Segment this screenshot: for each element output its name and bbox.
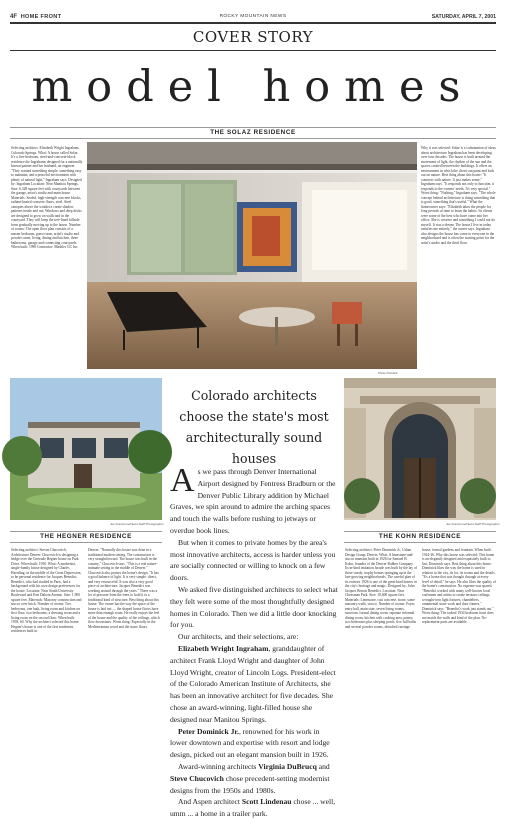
story-paragraph: Elizabeth Wright Ingraham, granddaughter of architect Frank Lloyd Wright and daughter of John Lloyd Wright, creator of Lincoln Logs. President-elect of the Colorado American Institute of Architects, she has been an innovative architect for five decades. She chose an award-winning, light-filled house she designed near Manitou Springs.: [170, 643, 336, 724]
hegner-col-2: Denver. "Normally this house was done in a traditional modern setting. The construction is very straightforward. The house was built in the country," Chucovich says. "This is a real nature-intimate setting in the middle of Denver." Chucovich also praises the home's design. "It has a good balance of light. It is very simple, direct, and very resourceful. It was also a very good piece of architecture. Jacques Benedict was working around through the years." There was a lot of pressure from the trees to hold it to a traditional kind of structure. Best thing about this house: The owner has the way the space of the house is laid out — the shaped house floors have more than enough room. He really enjoys the feel of the house and the quality of the ceilings, which flow downstairs. Worst thing: Especially in the Mediterranean wood and the stone floors.: [88, 548, 160, 629]
publication-name: ROCKY MOUNTAIN NEWS: [219, 14, 287, 19]
hegner-col-1: Selecting architect: Steven Chucovich, Architecture Denver. Chucovich is designing a hedge over the Gertrude Hegner house on Park Drive. When built: 1950. What: A modernist, single-family house designed by Charles Haertling, in the middle of the Great Depression, to be personal residence for Jacques Benedict. Benedict, who had studied in Paris, had a background with his own design preferences for the house. Location: Near South University Boulevard and East Dakota Avenue. Size: 1,900 square feet. Materials: Masonry construction and stucco over brick. Number of rooms: Two bedrooms, one bath, living room and kitchen on first floor, two bedrooms, a dressing room and a living room on the second floor. When built: 1939, 60. Why the architect selected this home: Hegner's house is one of the first modernist residences built in: [11, 548, 82, 633]
pull-quote: Colorado architects choose the state's most architecturally sound houses: [179, 388, 329, 466]
solaz-sidebar-right: Why it was selected: Solaz is a culmination of ideas about architecture Ingraham has been developing over four decades. The house is built around the movement of light, the rhythm of the sun and the spaces created between the buildings. It offers an environment in which the client can paint and look out on nature. Best thing about this house: "It connects with nature. It just makes sense," Ingraham says. "It responds not only to function, it responds to the owners' needs. It's very special." Worst thing: "Nothing," Ingraham says. "The whole concept behind architecture is doing something that is good, something that's useful." What the homeowner says: "Elisabeth takes the people for long periods of time to learn the habits. Its clients were some of the best who have come into her office. She is creative and something I could not do myself. It was a dream. The house I live in today satisfies me entirely," the owner says. Ingraham also designs the house has come to everyone in the neighborhood and is often the starting point for the artist's studio and the third floor.: [421, 146, 496, 245]
solaz-rule-top: [10, 127, 496, 128]
hegner-exterior-illustration: [10, 378, 162, 520]
story-paragraph: And Aspen architect Scott Lindenau chose ... well, umm ... a home in a trailer park.: [170, 797, 336, 819]
hegner-title: THE HEGNER RESIDENCE: [40, 533, 132, 540]
story-paragraph: Our architects, and their selections, are:: [178, 632, 299, 642]
issue-date: SATURDAY, APRIL 7, 2001: [431, 14, 496, 20]
cover-story-rule: [10, 50, 496, 51]
story-paragraph: But when it comes to private homes by the area's most innovative architects, access is harder unless you are socially connected or willing to knock on a few doors.: [170, 537, 336, 583]
solaz-interior-illustration: [87, 142, 417, 369]
hegner-rule-bottom: [10, 542, 162, 543]
solaz-title: THE SOLAZ RESIDENCE: [210, 129, 296, 136]
kohn-rule-bottom: [344, 542, 496, 543]
kohn-photo-credit: Joe Dunsmore/News Staff Photographer: [446, 522, 500, 526]
main-headline: model homes: [31, 62, 475, 112]
kohn-col-1: Selecting architect: Peter Dominick Jr., Urban Design Group, Denver. What: A limestone-and-stucco mansion built in 1926 for Samuel B. Kohn, founder of the Denver Rubber Company. Its in-kind imitation facade was built by the lay of those sturdy, trophy homes springing up in the late-growing neighborhoods. The careful plan of its exterior 1926 is one of the great-kind homes in the city's heritage and magic. Designed by: Jules Jacques Benois Benedict. Location: Near Cheesman Park. Size: 10,600 square feet. Materials: Limestone, cast concrete, stone, some masonry walls, stucco. Number of rooms: Foyer, entry hall, main stair, seven living rooms, sunroom, formal dining room, separate informal dining room, kitchen with cooking area, pantry, two bedrooms plus sleeping porch, five full baths and several powder rooms, detached carriage: [345, 548, 417, 629]
kohn-col-2: house, formal gardens and fountain. When built: 1924-26. Why this house was selected: This home is an elegantly designed and exquisitely built to last, Dominick says. Best thing about this home: Dominick likes the way the home is sited in relation to the city, its lot, its rooms and the details. "It's a house that was thought through at every level of detail," he says. He also likes the quality of the home's construction. No expense was spared. "Benedict worked with many well-known local craftsmen and artists to create terrazzo ceilings, wrought-iron light fixtures, chandeliers, ornamental stone work and door frames," Dominick says. "Benedict's work just stands out." Worst thing: The tacked 1934 bedroom front does not match the walls and kind of the plan. No-replacement parts are available.: [422, 548, 496, 624]
cover-story-label: COVER STORY: [192, 28, 314, 46]
hegner-rule-top: [10, 531, 162, 532]
story-paragraph: Award-winning architects Virginia DuBrucq and Steve Chucovich chose precedent-setting modernist designs from the 1950s and 1980s.: [170, 761, 330, 795]
kohn-title: THE KOHN RESIDENCE: [378, 533, 462, 540]
story-paragraph: We asked five distinguished architects to select what they felt were some of the most thoughtfully designed homes in Colorado. Then we did a little door knocking for you.: [170, 584, 338, 630]
story-paragraph: s we pass through Denver International Airport designed by Fentress Bradburn or the Denver Public Library addition by Michael Graves, we spin around to admire the arching spaces and touch the walls before rushing to jetways or overdue book lines.: [170, 467, 336, 535]
section-name: HOME FRONT: [20, 14, 62, 20]
kohn-exterior-photo: [344, 378, 496, 520]
solaz-photo-credit: Photo Poltrack: [378, 371, 398, 375]
kohn-exterior-illustration: [344, 378, 496, 520]
kohn-rule-top: [344, 531, 496, 532]
solaz-rule-bottom: [10, 138, 496, 139]
story-paragraph: Peter Dominick Jr., renowned for his work in lower downtown and expertise with resort and lodge design, picked out an elegant mansion built in 1926.: [170, 726, 330, 760]
page-number: 4F HOME FRONT: [10, 14, 62, 20]
solaz-interior-photo: [87, 142, 417, 369]
story-dropcap: A: [170, 462, 195, 499]
main-story: [170, 462, 338, 819]
header-rule: [10, 22, 496, 24]
hegner-exterior-photo: [10, 378, 162, 520]
story-body: [170, 462, 338, 820]
hegner-photo-credit: Joe Dunsmore/News Staff Photographer: [110, 522, 164, 526]
solaz-sidebar-left: Selecting architect: Elisabeth Wright Ingraham, Colorado Springs. What: A house called Solaz. It's a five-bedroom, steel-and-concrete-block residence the Ingrahams designed for a nationally known painter and her husband, an engineer. "They wanted something simple, something easy to maintain, and a peaceful environment with plenty of natural light," Ingraham says. Designed by: Ingraham Location: Near Manitou Springs. Size: 6,328 square feet with courtyards between the garage, artist's studio and main house. Materials: Sealed, high-strength concrete blocks, radiant-heated concrete floors, steel. Steel canopies above the windows create shadow patterns inside and out. Windows and deep decks are designed to grow on walls and in the courtyard. They will keep the tree-lined hillside from gradually moving up to the house. Number of rooms: The open floor plan consists of a master bedroom, guest room, artist's studio and powder room, living, dining and kitchen, three bathrooms, garage and connecting courtyards. When built: 1996 Contractor: Mashler GC Inc.: [11, 146, 83, 249]
